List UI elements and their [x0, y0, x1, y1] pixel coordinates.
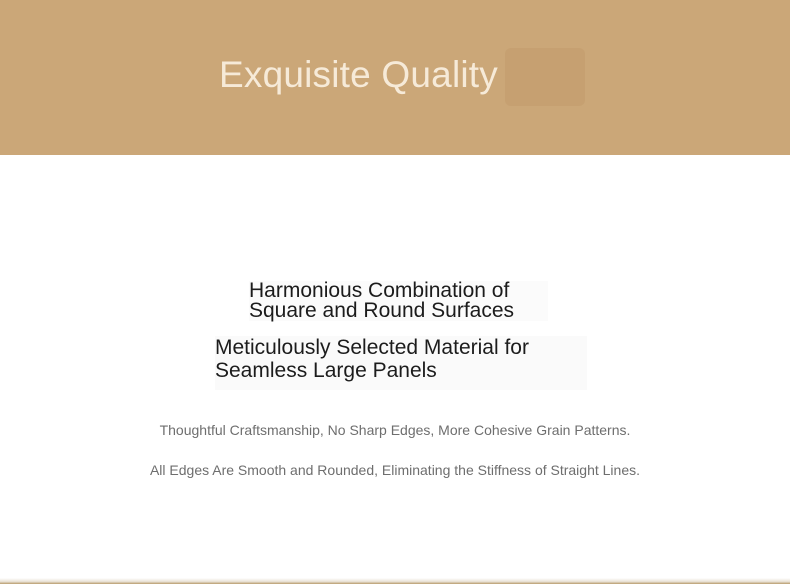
banner-glow-shape: [505, 48, 585, 106]
feature-description-craftsmanship: Thoughtful Craftsmanship, No Sharp Edges, More Cohesive Grain Patterns.: [159, 422, 631, 438]
feature-description-edges: All Edges Are Smooth and Rounded, Eliminating the Stiffness of Straight Lines.: [149, 462, 641, 478]
banner-title: Exquisite Quality: [219, 54, 498, 95]
feature-heading-combination-line-1: Harmonious Combination of: [249, 279, 510, 302]
feature-heading-combination-line-2: Square and Round Surfaces: [249, 299, 515, 322]
feature-heading-material: [215, 336, 587, 390]
feature-heading-material-line-1: Meticulously Selected Material for: [215, 336, 529, 359]
feature-heading-combination: [249, 281, 548, 321]
next-section-edge: [0, 578, 790, 584]
banner: [0, 0, 790, 155]
feature-heading-material-line-2: Seamless Large Panels: [215, 359, 437, 382]
